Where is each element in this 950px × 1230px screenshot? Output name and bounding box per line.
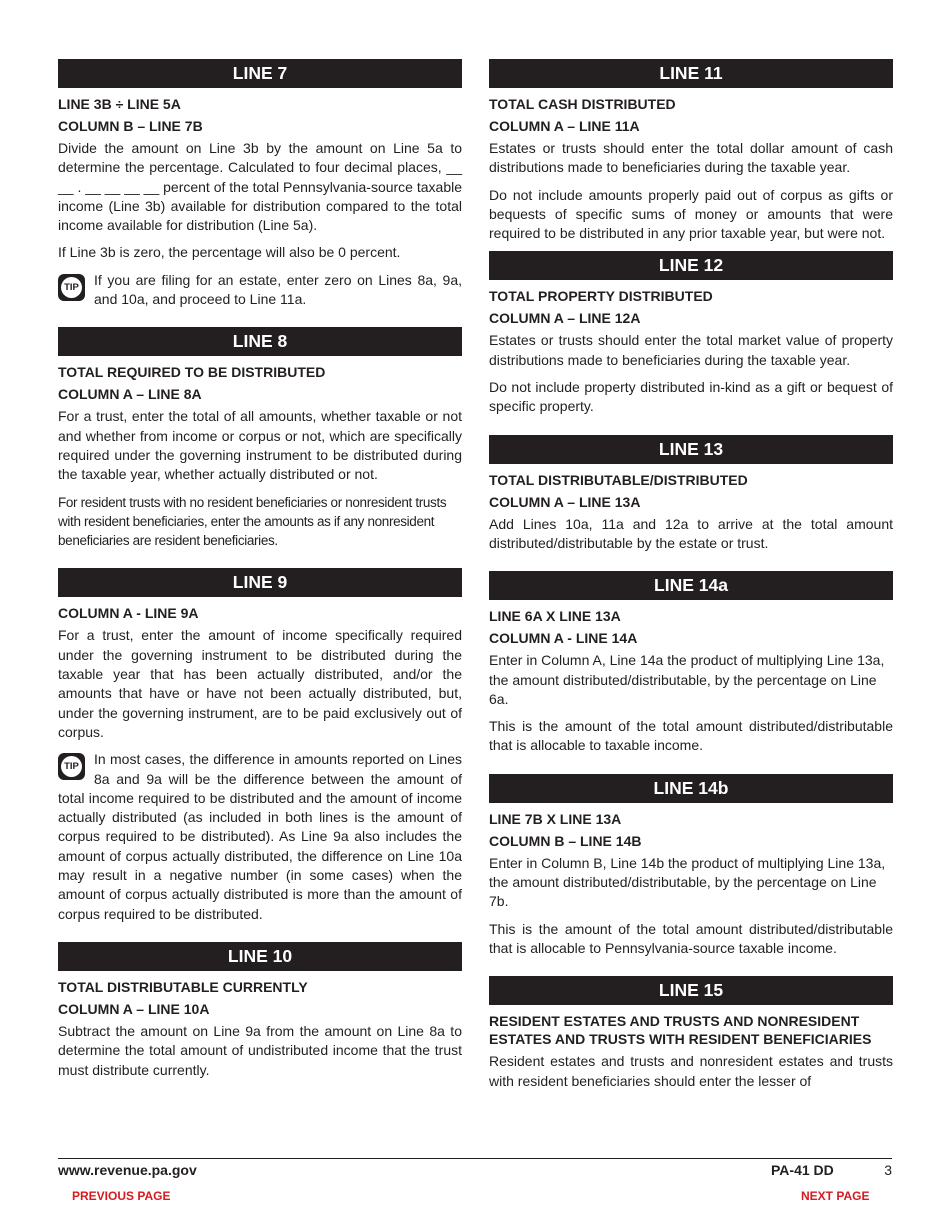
previous-page-link[interactable]: PREVIOUS PAGE: [72, 1189, 171, 1203]
tip-icon: [58, 753, 85, 780]
section-header-line-11: LINE 11: [489, 59, 893, 88]
paragraph: This is the amount of the total amount distributed/distributable that is allocable to Pennsylvania-source taxable income.: [489, 920, 893, 956]
form-number: PA-41 DD: [771, 1162, 834, 1178]
left-column: [58, 59, 462, 1088]
paragraph: Divide the amount on Line 3b by the amount on Line 5a to determine the percentage. Calculated to four decimal places, __ __ . __ __ __ __ percent of the total Pennsylvania-source taxable income (Line 3b) available for distribution compared to the total income available for distribution (Line 5a).: [58, 140, 462, 234]
subheading: TOTAL PROPERTY DISTRIBUTED: [489, 288, 713, 305]
section-header-line-7: LINE 7: [58, 59, 462, 88]
paragraph: This is the amount of the total amount distributed/distributable that is allocable to taxable income.: [489, 718, 893, 754]
tip-text: If you are filing for an estate, enter zero on Lines 8a, 9a, and 10a, and proceed to Line 11a.: [94, 271, 462, 308]
section-header-line-9: LINE 9: [58, 568, 462, 597]
subheading: COLUMN A – LINE 11A: [489, 118, 640, 134]
paragraph: For a trust, enter the amount of income specifically required under the governing instrument to be distributed during the taxable year that has been actually distributed, and/or the amounts that have or have not been actually distributed, but, under the governing instrument, are to be paid exclusively out of corpus.: [58, 627, 462, 740]
subheading: COLUMN A – LINE 13A: [489, 493, 641, 510]
footer-website: www.revenue.pa.gov: [58, 1162, 197, 1178]
subheading: RESIDENT ESTATES AND TRUSTS AND NONRESIDENT ESTATES AND TRUSTS WITH RESIDENT BENEFICIARIES: [489, 1013, 872, 1048]
subheading: COLUMN A - LINE 9A: [58, 605, 199, 622]
right-column: [489, 59, 893, 1099]
footer-form-id: [771, 1162, 892, 1178]
subheading: TOTAL CASH DISTRIBUTED: [489, 96, 676, 112]
subheading: TOTAL DISTRIBUTABLE/DISTRIBUTED: [489, 471, 748, 488]
tip-icon: [58, 274, 85, 301]
paragraph: For a trust, enter the total of all amounts, whether taxable or not and whether from income or corpus or not, which are specifically required under the governing instrument to be distributed during the taxable year, whether actually distributed or not.: [58, 408, 462, 483]
footer-divider: [58, 1158, 892, 1159]
tip-icon-label: TIP: [61, 277, 82, 298]
subheading: COLUMN B – LINE 14B: [489, 832, 642, 849]
paragraph: If Line 3b is zero, the percentage will also be 0 percent.: [58, 244, 401, 261]
paragraph: Add Lines 10a, 11a and 12a to arrive at the total amount distributed/distributable by the estate or trust.: [489, 515, 893, 551]
paragraph: Subtract the amount on Line 9a from the amount on Line 8a to determine the total amount of undistributed income that the trust must distribute currently.: [58, 1022, 462, 1078]
subheading: COLUMN A – LINE 12A: [489, 310, 641, 327]
paragraph: Enter in Column B, Line 14b the product of multiplying Line 13a, the amount distributed/distributable, by the percentage on Line 7b.: [489, 854, 886, 910]
section-header-line-10: LINE 10: [58, 942, 462, 971]
paragraph: Do not include amounts properly paid out of corpus as gifts or bequests of specific sums of money or amounts that were required to be distributed in any prior taxable year, but were not.: [489, 186, 893, 242]
paragraph: For resident trusts with no resident beneficiaries or nonresident trusts with resident beneficiaries, enter the amounts as if any nonresident beneficiaries are resident beneficiaries.: [58, 494, 447, 549]
section-header-line-14b: LINE 14b: [489, 774, 893, 803]
section-header-line-13: LINE 13: [489, 435, 893, 464]
tip-icon-label: TIP: [61, 756, 82, 777]
tip-note: [58, 750, 462, 924]
subheading: TOTAL REQUIRED TO BE DISTRIBUTED: [58, 364, 326, 381]
subheading: COLUMN B – LINE 7B: [58, 118, 203, 134]
next-page-link[interactable]: NEXT PAGE: [801, 1189, 870, 1203]
subheading: COLUMN A – LINE 8A: [58, 386, 202, 403]
paragraph: Resident estates and trusts and nonresident estates and trusts with resident beneficiaries should enter the lesser of: [489, 1053, 893, 1089]
subheading: TOTAL DISTRIBUTABLE CURRENTLY: [58, 978, 308, 995]
subheading: LINE 3B ÷ LINE 5A: [58, 96, 181, 112]
subheading: LINE 7B X LINE 13A: [489, 810, 622, 827]
tip-note: [58, 271, 462, 310]
subheading: COLUMN A – LINE 10A: [58, 1000, 210, 1017]
tip-text: In most cases, the difference in amounts reported on Lines 8a and 9a will be the difference between the amount of total income required to be distributed and the amount of income actually distributed (as included in both lines is the amount of corpus required to be distributed). As Line 9a also includes the amount of corpus actually distributed, the difference on Line 10a may result in a negative number (in some cases) when the amount of corpus actually distributed is more than the amount of corpus required to be distributed.: [58, 751, 462, 922]
section-header-line-12: LINE 12: [489, 251, 893, 280]
paragraph: Estates or trusts should enter the total dollar amount of cash distributions made to beneficiaries during the taxable year.: [489, 140, 893, 176]
paragraph: Estates or trusts should enter the total market value of property distributions made to beneficiaries during the taxable year.: [489, 332, 893, 368]
section-header-line-15: LINE 15: [489, 976, 893, 1005]
section-header-line-8: LINE 8: [58, 327, 462, 356]
subheading: COLUMN A - LINE 14A: [489, 630, 638, 647]
subheading: LINE 6A X LINE 13A: [489, 608, 621, 625]
paragraph: Enter in Column A, Line 14a the product of multiplying Line 13a, the amount distributed/distributable, by the percentage on Line 6a.: [489, 652, 885, 707]
paragraph: Do not include property distributed in-kind as a gift or bequest of specific property.: [489, 379, 893, 415]
page-number: 3: [884, 1162, 892, 1178]
section-header-line-14a: LINE 14a: [489, 571, 893, 600]
